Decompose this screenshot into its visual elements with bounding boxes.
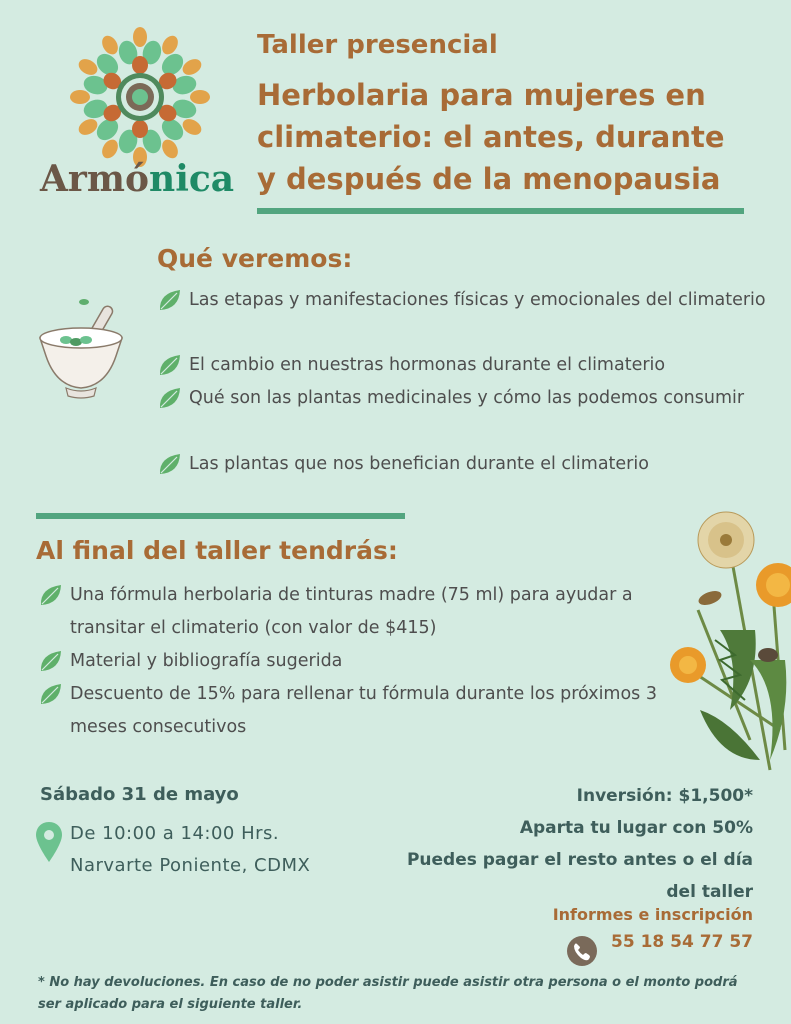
leaf-icon [157,287,183,313]
contact-title: Informes e inscripción [552,905,753,924]
brand-part2: nica [149,158,235,200]
list-item [38,645,670,678]
payment-note-line1: Puedes pagar el resto antes o el día [406,850,753,870]
deposit-note: Aparta tu lugar con 50% [519,818,753,838]
list-item [38,678,680,744]
location-pin-icon [36,822,62,862]
divider [257,208,744,214]
leaf-icon [157,451,183,477]
dandelion-icon [660,510,791,800]
event-details [70,818,310,882]
list-item [157,382,779,415]
list-item [157,284,779,317]
leaf-icon [38,648,64,674]
divider [36,513,405,519]
list-item-text: Descuento de 15% para rellenar tu fórmula durante los próximos 3 meses consecutivos [70,684,657,737]
leaf-icon [38,681,64,707]
list-item-text: Las plantas que nos benefician durante el climaterio [189,454,649,474]
phone-icon [567,936,597,966]
section-heading-topics: Qué veremos: [157,244,353,273]
workshop-type: Taller presencial [257,30,498,60]
page-title: Herbolaria para mujeres en climaterio: el antes, durante y después de la menopausia [257,78,725,196]
list-item-text: Material y bibliografía sugerida [70,651,343,671]
list-item-text: Qué son las plantas medicinales y cómo las podemos consumir [189,388,745,408]
payment-note-line2: del taller [666,882,753,902]
leaf-icon [157,352,183,378]
leaf-icon [38,582,64,608]
list-item [157,349,789,382]
event-date: Sábado 31 de mayo [40,784,239,805]
list-item [38,579,670,645]
list-item-text: Las etapas y manifestaciones físicas y emocionales del climaterio [189,290,766,310]
mandala-logo-icon [60,22,220,172]
phone-number[interactable]: 55 18 54 77 57 [611,932,753,952]
leaf-icon [157,385,183,411]
investment-price: Inversión: $1,500* [576,786,753,806]
list-item-text: El cambio en nuestras hormonas durante el climaterio [189,355,666,375]
brand-wordmark [40,158,234,200]
list-item [157,448,789,481]
event-location: Narvarte Poniente, CDMX [70,855,311,876]
pricing-block [407,780,753,908]
event-time: De 10:00 a 14:00 Hrs. [70,823,280,844]
mortar-pestle-icon [36,296,126,401]
list-item-text: Una fórmula herbolaria de tinturas madre (75 ml) para ayudar a transitar el climaterio (con valor de $415) [70,585,633,638]
footnote: * No hay devoluciones. En caso de no poder asistir puede asistir otra persona o el monto podrá ser aplicado para el siguiente taller. [38,975,738,1012]
brand-part1: Armó [40,158,150,200]
section-heading-benefits: Al final del taller tendrás: [36,536,398,565]
